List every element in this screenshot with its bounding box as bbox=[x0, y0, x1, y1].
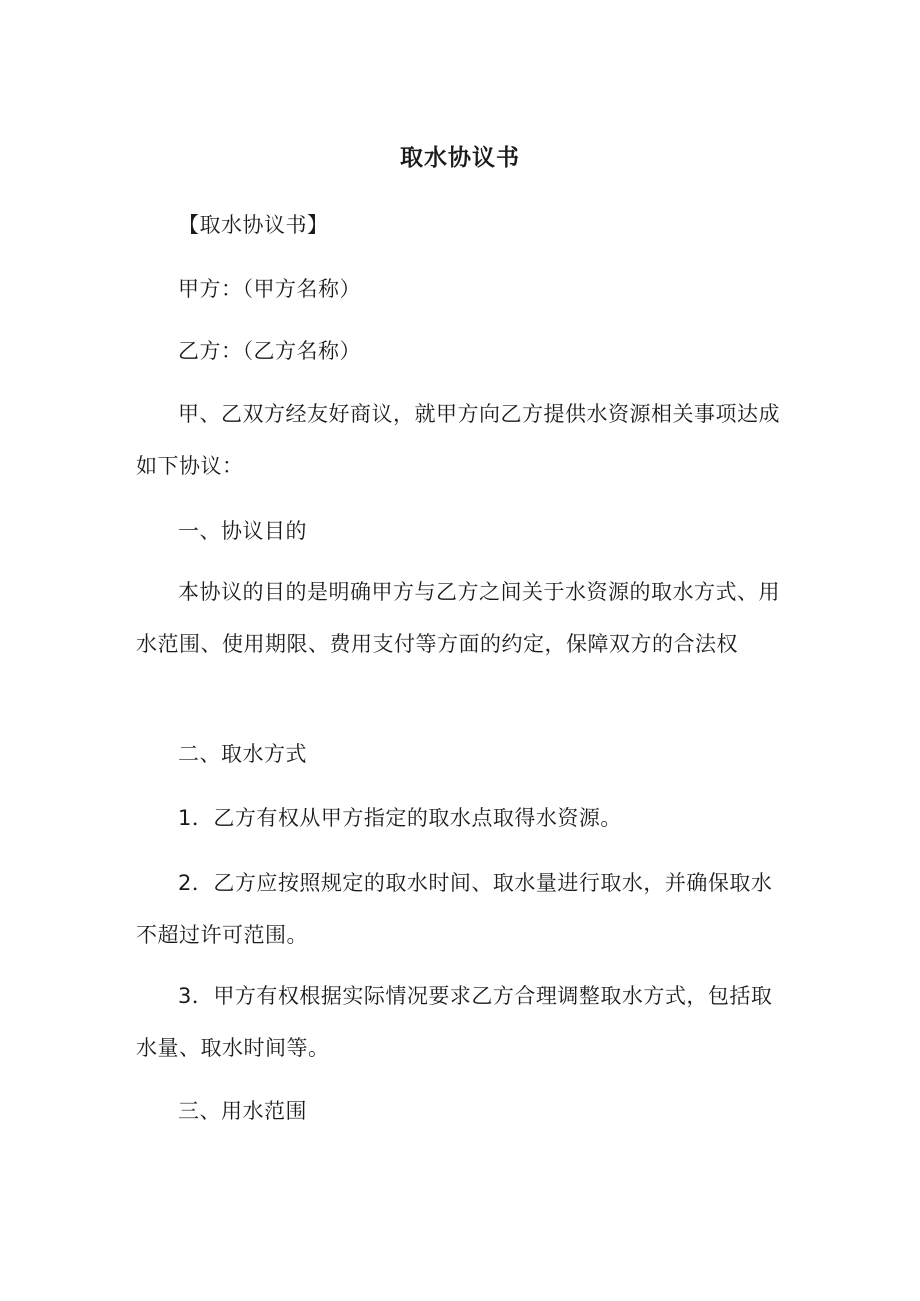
party-b-line: 乙方：（乙方名称） bbox=[178, 339, 361, 363]
section-heading-method: 二、取水方式 bbox=[178, 742, 307, 766]
section-heading-purpose: 一、协议目的 bbox=[178, 519, 307, 543]
intro-paragraph: 甲、乙双方经友好商议，就甲方向乙方提供水资源相关事项达成如下协议： bbox=[136, 402, 780, 478]
party-a-line: 甲方：（甲方名称） bbox=[178, 277, 361, 301]
purpose-paragraph: 本协议的目的是明确甲方与乙方之间关于水资源的取水方式、用水范围、使用期限、费用支付等方面的约定，保障双方的合法权 bbox=[136, 580, 780, 656]
doc-heading-bracket: 【取水协议书】 bbox=[178, 213, 329, 237]
method-item-3: 3．甲方有权根据实际情况要求乙方合理调整取水方式，包括取水量、取水时间等。 bbox=[136, 984, 773, 1060]
method-item-2: 2．乙方应按照规定的取水时间、取水量进行取水，并确保取水不超过许可范围。 bbox=[136, 871, 773, 947]
section-heading-scope: 三、用水范围 bbox=[178, 1099, 307, 1123]
document-title: 取水协议书 bbox=[400, 145, 520, 171]
method-item-1: 1．乙方有权从甲方指定的取水点取得水资源。 bbox=[178, 806, 622, 830]
